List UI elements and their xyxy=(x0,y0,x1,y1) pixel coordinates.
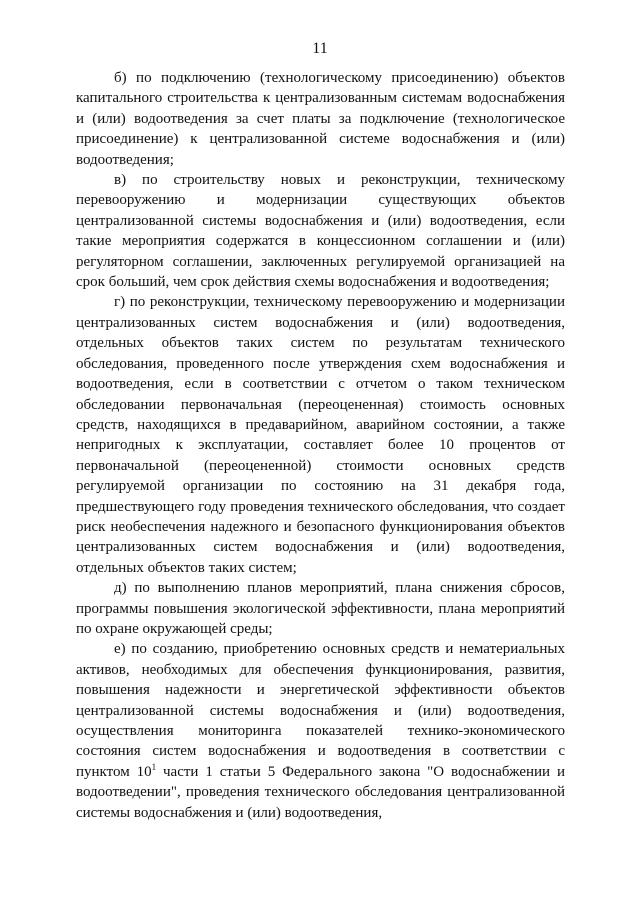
paragraph-v: в) по строительству новых и реконструкции, техническому перевооружению и модернизации существующих объектов централизованной системы водоснабжения и (или) водоотведения, если такие мероприятия содержатся в концессионном соглашении и (или) регуляторном соглашении, заключенных регулируемой организацией на срок больший, чем срок действия схемы водоснабжения и водоотведения; xyxy=(76,172,565,291)
paragraph-e-text-end: части 1 статьи 5 Федерального закона "О водоснабжении и водоотведении", проведения технического обследования централизованной системы водоснабжения и (или) водоотведения, xyxy=(76,763,566,821)
page-number: 11 xyxy=(312,40,328,57)
paragraph-e-superscript: 1 xyxy=(151,761,157,772)
paragraph-d: д) по выполнению планов мероприятий, плана снижения сбросов, программы повышения экологической эффективности, плана мероприятий по охране окружающей среды; xyxy=(76,580,565,637)
document-body xyxy=(76,68,565,823)
paragraph-e xyxy=(76,639,565,823)
paragraph-g: г) по реконструкции, техническому перевооружению и модернизации централизованных систем водоснабжения и (или) водоотведения, отдельных объектов таких систем по результатам технического обследования, проведенного после утверждения схем водоснабжения и водоотведения, если в соответствии с отчетом о таком техническом обследовании первоначальная (переоцененная) стоимость основных средств, находящихся в предаварийном, аварийном состоянии, а также непригодных к эксплуатации, составляет более 10 процентов от первоначальной (переоцененной) стоимости основных средств регулируемой организации по состоянию на 31 декабря года, предшествующего году проведения технического обследования, что создает риск необеспечения надежного и безопасного функционирования объектов централизованных систем водоснабжения и (или) водоотведения, отдельных объектов таких систем; xyxy=(76,294,565,576)
paragraph-b: б) по подключению (технологическому присоединению) объектов капитального строительства к централизованным системам водоснабжения и (или) водоотведения за счет платы за подключение (технологическое присоединение) к централизованной системе водоснабжения и (или) водоотведения; xyxy=(76,70,565,168)
paragraph-e-text-start: е) по созданию, приобретению основных средств и нематериальных активов, необходимых для обеспечения функционирования, развития, повышения надежности и энергетической эффективности объектов централизованной системы водоснабжения и (или) водоотведения, осуществления мониторинга показателей технико-экономического состояния систем водоснабжения и водоотведения в соответствии с пунктом 10 xyxy=(76,641,565,780)
